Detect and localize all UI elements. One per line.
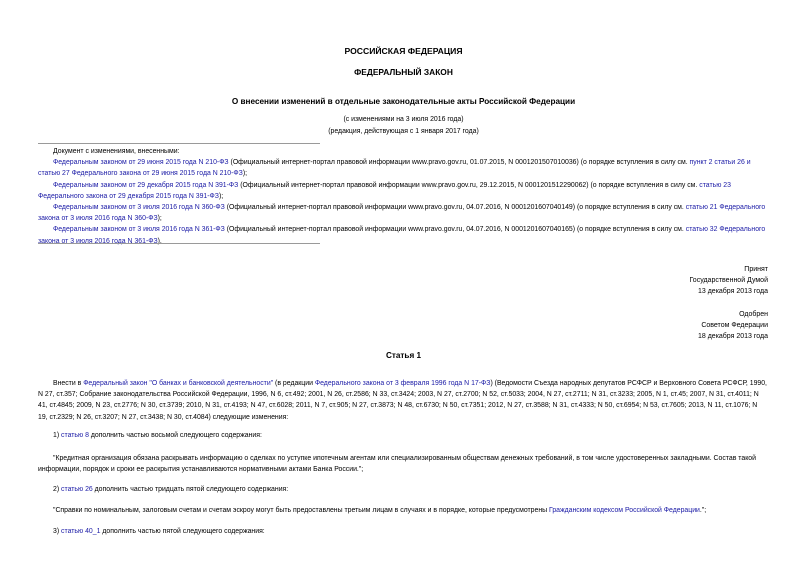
- banks-law-link[interactable]: Федеральный закон "О банках и банковской деятельности": [83, 380, 274, 387]
- amendment-item: Федеральным законом от 3 июля 2016 года N 361-ФЗ (Официальный интернет-портал правовой информации www.pravo.gov.ru, 04.07.2016, N 0001201607040165) (о порядке вступления в силу см. статью 32 Федерального закона от 3 июля 2016 года N 361-ФЗ).: [38, 226, 766, 245]
- civil-code-link[interactable]: Гражданским кодексом Российской Федерации: [549, 507, 700, 514]
- amendment-law-link[interactable]: Федеральным законом от 3 июля 2016 года N 361-ФЗ: [53, 226, 225, 234]
- fz17-link[interactable]: Федерального закона от 3 февраля 1996 года N 17-ФЗ: [314, 380, 491, 387]
- amendments-block: [38, 146, 768, 247]
- amendment-law-link[interactable]: Федеральным законом от 3 июля 2016 года N 360-ФЗ: [53, 204, 225, 212]
- point-2: 2) статью 26 дополнить частью тридцать пятой следующего содержания:: [53, 486, 289, 493]
- approved-label: Одобрен: [739, 311, 768, 318]
- adopted-date: 13 декабря 2013 года: [697, 288, 768, 296]
- edition-changes: (с изменениями на 3 июля 2016 года): [343, 116, 464, 123]
- article-intro: Внести в Федеральный закон "О банках и банковской деятельности" (в редакции Федерального закона от 3 февраля 1996 года N 17-ФЗ) (Ведомости Съезда народных депутатов РСФСР и Верховного Совета РСФСР, 1990, N 27, ст.357; Собрание законодательства Российской Федерации, 1996, N 6, ст.492; 2001, N 26, ст.2586; N 33, ст.3424; 2003, N 27, ст.2700; N 52, ст.5033; 2004, N 27, ст.2711; N 31, ст.3233; 2005, N 1, ст.45; 2007, N 31, ст.4011; N 41, ст.4845; 2009, N 23, ст.2776; N 30, ст.3739; 2010, N 31, ст.4193; N 47, ст.6028; 2011, N 7, ст.905; N 27, ст.3873; N 48, ст.6730; N 50, ст.7351; 2012, N 27, ст.3588; N 31, ст.4333; N 50, ст.6954; N 53, ст.7605; 2013, N 11, ст.1076; N 19, ст.2329; N 26, ст.3207; N 27, ст.3438; N 30, ст.4084) следующие изменения:: [38, 380, 767, 421]
- article-40-1-link[interactable]: статью 40_1: [61, 528, 101, 535]
- amendment-law-link[interactable]: Федеральным законом от 29 июня 2015 года N 210-ФЗ: [53, 159, 229, 167]
- point-1: 1) статью 8 дополнить частью восьмой следующего содержания:: [53, 432, 262, 439]
- quote-2: "Справки по номинальным, залоговым счетам и счетам эскроу могут быть предоставлены третьим лицам в случаях и в порядке, которые предусмотрены Гражданским кодексом Российской Федерации.";: [53, 507, 707, 514]
- adopted-label: Принят: [744, 266, 768, 273]
- article-body: [38, 378, 768, 423]
- amendment-item: Федеральным законом от 3 июля 2016 года N 360-ФЗ (Официальный интернет-портал правовой информации www.pravo.gov.ru, 04.07.2016, N 0001201607040149) (о порядке вступления в силу см. статью 21 Федерального закона от 3 июля 2016 года N 360-ФЗ);: [38, 204, 766, 223]
- amendment-item: Федеральным законом от 29 июня 2015 года N 210-ФЗ (Официальный интернет-портал правовой информации www.pravo.gov.ru, 01.07.2015, N 0001201507010036) (о порядке вступления в силу см. пункт 2 статьи 26 и статью 27 Федерального закона от 29 июня 2015 года N 210-ФЗ);: [38, 159, 751, 178]
- approved-block: [698, 309, 768, 343]
- approved-body: Советом Федерации: [701, 322, 768, 330]
- amendment-ref-link[interactable]: пункт 2 статьи 26 и статью 27 Федерального закона от 29 июня 2015 года N 210-ФЗ: [38, 159, 751, 178]
- top-divider: [38, 143, 320, 144]
- doc-type-heading: ФЕДЕРАЛЬНЫЙ ЗАКОН: [354, 67, 453, 77]
- country-heading: РОССИЙСКАЯ ФЕДЕРАЦИЯ: [344, 46, 463, 56]
- quote-1: "Кредитная организация обязана раскрывать информацию о сделках по уступке ипотечным агентам или специализированным обществам денежных требований, в том числе удостоверенных закладными. Состав такой информации, порядок и сроки ее раскрытия устанавливаются нормативными актами Банка России.";: [38, 455, 756, 474]
- adopted-block: [689, 264, 768, 298]
- amendments-intro: Документ с изменениями, внесенными:: [53, 148, 180, 155]
- amendment-ref-link[interactable]: статью 32 Федерального закона от 3 июля 2016 года N 361-ФЗ: [38, 226, 766, 245]
- article-26-link[interactable]: статью 26: [61, 486, 93, 493]
- amendment-ref-link[interactable]: статью 21 Федерального закона от 3 июля 2016 года N 360-ФЗ: [38, 204, 766, 223]
- amendment-law-link[interactable]: Федеральным законом от 29 декабря 2015 года N 391-ФЗ: [53, 181, 239, 189]
- edition-current: (редакция, действующая с 1 января 2017 года): [328, 128, 479, 135]
- document-title: О внесении изменений в отдельные законодательные акты Российской Федерации: [231, 97, 576, 106]
- point-3: 3) статью 40_1 дополнить частью пятой следующего содержания:: [53, 528, 265, 535]
- amendment-item: Федеральным законом от 29 декабря 2015 года N 391-ФЗ (Официальный интернет-портал правовой информации www.pravo.gov.ru, 29.12.2015, N 0001201512290062) (о порядке вступления в силу см. статью 23 Федерального закона от 29 декабря 2015 года N 391-ФЗ);: [38, 181, 731, 200]
- bottom-divider: [38, 243, 320, 244]
- amendment-ref-link[interactable]: статью 23 Федерального закона от 29 декабря 2015 года N 391-ФЗ: [38, 181, 731, 200]
- adopted-body: Государственной Думой: [689, 277, 768, 285]
- article-title: Статья 1: [385, 351, 422, 360]
- approved-date: 18 декабря 2013 года: [697, 333, 768, 341]
- article-8-link[interactable]: статью 8: [61, 432, 89, 439]
